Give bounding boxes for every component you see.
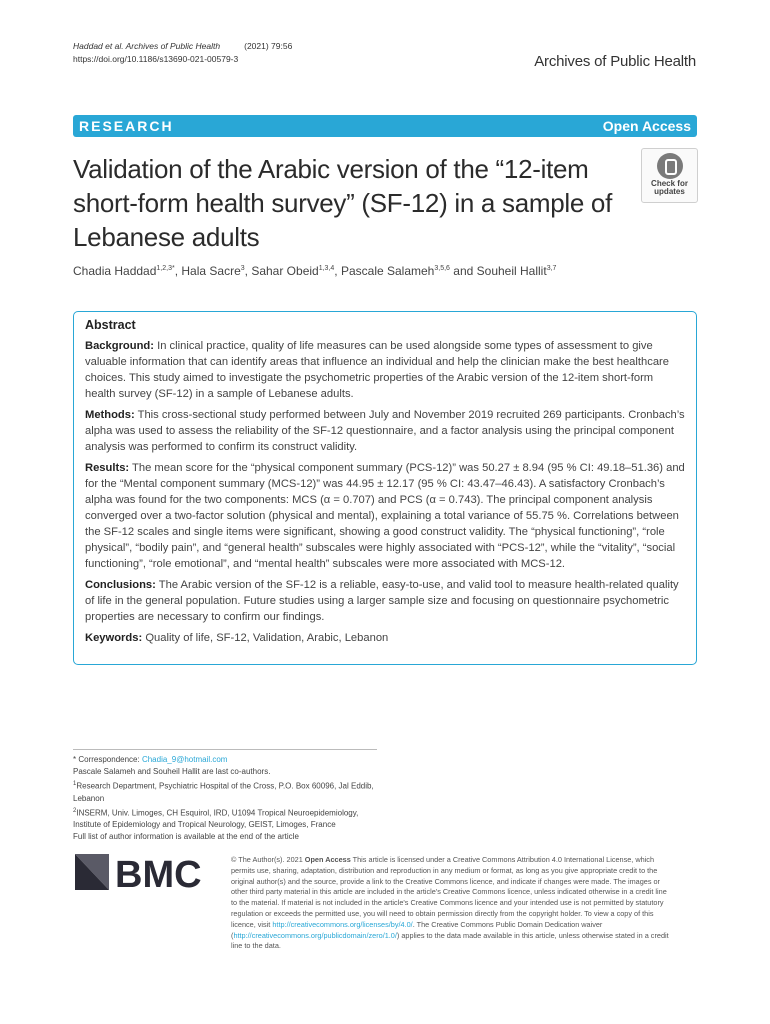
author-list <box>73 264 556 278</box>
footnotes <box>73 754 383 843</box>
abstract-heading: Abstract <box>85 318 136 332</box>
section-text: The mean score for the “physical component summary (PCS-12)” was 50.27 ± 8.94 (95 % CI: 49.18–51.36) and for the “Mental component summary (MCS-12)” was 44.95 ± 12.17 (95 % CI: 43.47–46.43). A satisfactory Cronbach’s alpha was found for the two components: MCS (α = 0.707) and PCS (α = 0.743). The principal component analysis converged over a two-factor solution (physical and mental), explaining a total variance of 55.75 %. Correlations between the SF-12 scales and single items were significant, showing a good construct validity. The “physical functioning”, “role physical”, “bodily pain”, and “general health” subscales were highly associated with “PCS-12”, while the “vitality”, “social functioning”, “role emotional”, and “mental health” subscales were more associated with MCS-12. <box>85 462 685 570</box>
year-volume: (2021) 79:56 <box>244 41 293 51</box>
license-copyright: © The Author(s). 2021 <box>231 855 305 864</box>
affiliation-text: INSERM, Univ. Limoges, CH Esquirol, IRD, U1094 Tropical Neuroepidemiology, Institute of Epidemiology and Tropical Neurology, GEIST, Limoges, France <box>73 808 359 830</box>
section-text: This cross-sectional study performed between July and November 2019 recruited 269 participants. Cronbach’s alpha was used to assess the reliability of the SF-12 questionnaire, and a factor analysis using the principal component analysis was performed to confirm its construct validity. <box>85 409 685 453</box>
license-link[interactable]: http://creativecommons.org/licenses/by/4.0/ <box>272 919 413 929</box>
author-name: Pascale Salameh <box>340 264 435 278</box>
public-domain-link[interactable]: http://creativecommons.org/publicdomain/zero/1.0/ <box>233 930 397 940</box>
author-affiliation: 1,3,4 <box>318 265 335 272</box>
abstract-background <box>85 338 685 402</box>
section-text: The Arabic version of the SF-12 is a reliable, easy-to-use, and valid tool to measure health-related quality of life in the general population. Future studies using a larger sample size and focusing on questionnaire psychometric properties are necessary to confirm our findings. <box>85 579 679 623</box>
article-type-label: RESEARCH <box>79 118 174 134</box>
author-separator: and <box>449 264 477 278</box>
author-name: Hala Sacre <box>181 264 241 278</box>
author-separator: , <box>174 264 182 278</box>
abstract-keywords <box>85 630 685 646</box>
abstract-conclusions <box>85 577 685 625</box>
article-type-band <box>73 115 697 137</box>
abstract-results <box>85 460 685 572</box>
bookmark-icon <box>657 153 683 179</box>
correspondence-email[interactable]: Chadia_9@hotmail.com <box>141 755 228 764</box>
section-label: Methods: <box>85 409 135 421</box>
badge-line1: Check for <box>651 179 688 188</box>
author-name: Sahar Obeid <box>251 264 319 278</box>
section-label: Results: <box>85 462 130 474</box>
section-text: In clinical practice, quality of life measures can be used alongside some types of assessment to give valuable information that can identify areas that influence an individual and help the clinician make the best healthcare choices. This study aimed to investigate the psychometric properties of the Arabic version of the 12-item short-form health survey (SF-12) in a sample of Lebanese adults. <box>85 340 669 400</box>
full-author-info-note: Full list of author information is available at the end of the article <box>73 832 299 842</box>
check-for-updates-badge[interactable] <box>641 148 698 203</box>
author-affiliation: 3 <box>240 265 245 272</box>
license-open-access: Open Access <box>304 855 351 864</box>
article-title: Validation of the Arabic version of the “12-item short-form health survey” (SF-12) in a sample of Lebanese adults <box>73 154 613 252</box>
abstract-methods <box>85 407 685 455</box>
bmc-logo-text: BMC <box>115 854 202 892</box>
affiliation-number: 2 <box>73 807 77 814</box>
co-author-note: Pascale Salameh and Souheil Hallit are last co-authors. <box>73 767 271 776</box>
author-separator: , <box>334 264 341 278</box>
section-text: Quality of life, SF-12, Validation, Arabic, Lebanon <box>145 632 389 644</box>
author-affiliation: 3,7 <box>546 265 557 272</box>
correspondence <box>73 754 383 766</box>
open-access-label: Open Access <box>602 118 691 134</box>
license-body: ) applies to the data made available in this article, unless otherwise stated in a credit line to the data. <box>231 930 669 951</box>
footnote-divider <box>73 749 377 750</box>
license-text <box>231 855 673 952</box>
author-affiliation: 3,5,6 <box>434 265 450 272</box>
license-body: This article is licensed under a Creative Commons Attribution 4.0 International License, which permits use, sharing, adaptation, distribution and reproduction in any medium or format, as long as you give appropriate credit to the original author(s) and the source, provide a link to the Creative Commons licence, and indicate if changes were made. The images or other third party material in this article are included in the article's Creative Commons licence, unless indicated otherwise in a credit line to the material. If material is not included in the article's Creative Commons licence and your intended use is not permitted by statutory regulation or exceeds the permitted use, you will need to obtain permission directly from the copyright holder. To view a copy of this licence, visit <box>231 855 667 929</box>
section-label: Background: <box>85 340 154 352</box>
abstract-box <box>73 311 697 665</box>
author-separator: , <box>244 264 252 278</box>
bmc-logo <box>73 852 223 892</box>
affiliation-number: 1 <box>73 781 77 787</box>
journal-name: Archives of Public Health <box>534 53 696 70</box>
section-label: Keywords: <box>85 632 143 644</box>
affiliation-text: Research Department, Psychiatric Hospital of the Cross, P.O. Box 60096, Jal Eddib, Lebanon <box>73 781 374 803</box>
running-header <box>73 40 292 66</box>
author-name: Souheil Hallit <box>476 264 547 278</box>
correspondence-label: * Correspondence: <box>73 755 140 764</box>
badge-line2: updates <box>654 187 685 196</box>
citation: Haddad et al. Archives of Public Health <box>73 41 221 51</box>
affiliation-2 <box>73 805 383 832</box>
license-body: . The Creative Commons Public Domain Dedication waiver ( <box>231 919 603 940</box>
author-name: Chadia Haddad <box>73 264 157 278</box>
affiliation-1 <box>73 778 383 805</box>
author-affiliation: 1,2,3* <box>156 265 175 272</box>
section-label: Conclusions: <box>85 579 156 591</box>
doi-link[interactable]: https://doi.org/10.1186/s13690-021-00579-3 <box>73 54 239 64</box>
